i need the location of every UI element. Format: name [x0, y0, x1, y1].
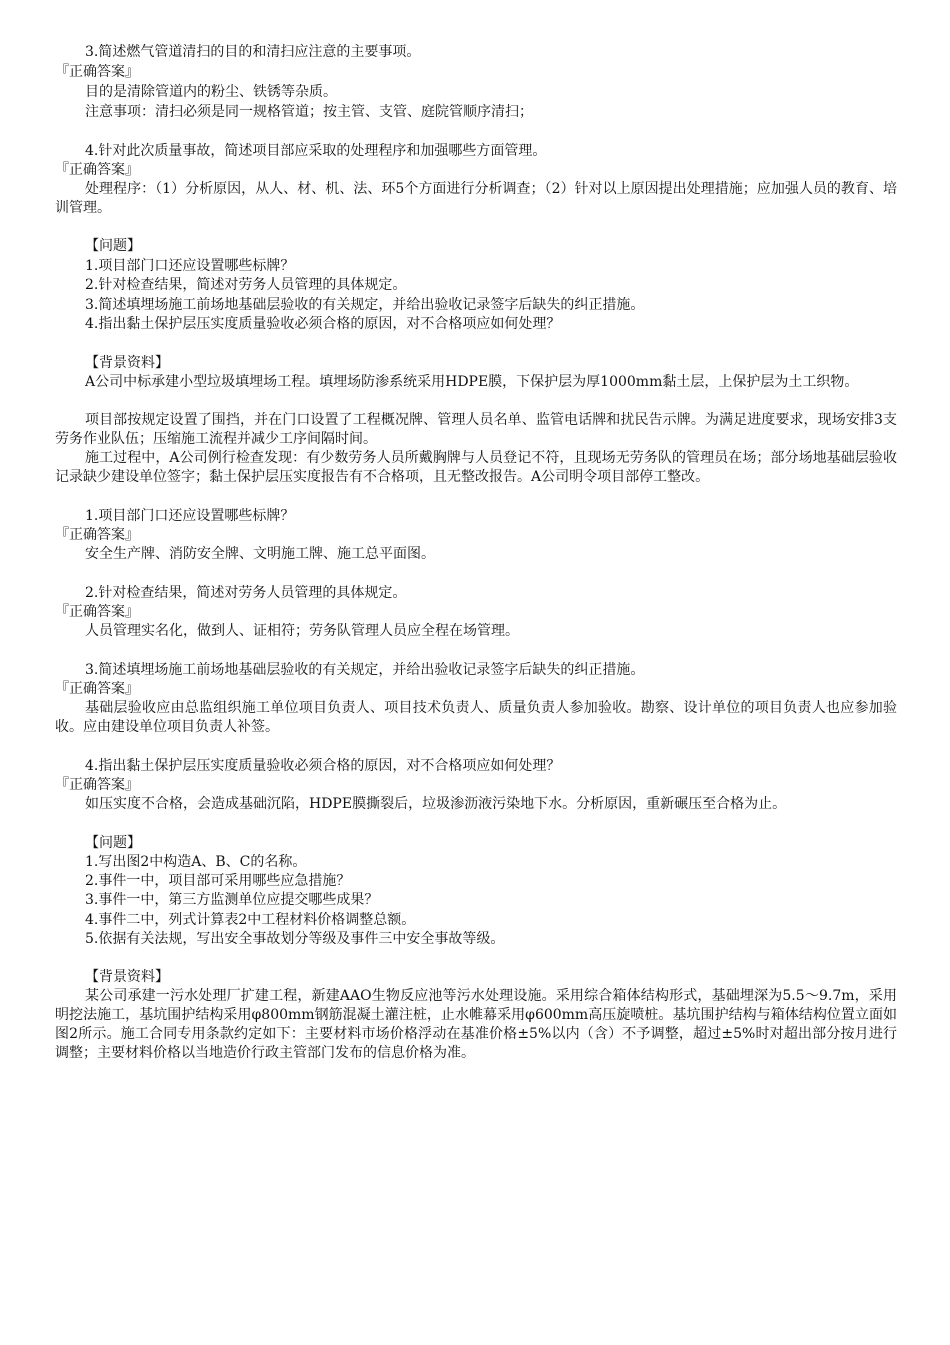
question-item: 4.指出黏土保护层压实度质量验收必须合格的原因，对不合格项应如何处理？ — [85, 758, 561, 774]
question-item: 2.针对检查结果，简述对劳务人员管理的具体规定。 — [85, 277, 407, 293]
answer-label: 『正确答案』 — [55, 604, 139, 620]
question-item: 4.事件二中，列式计算表2中工程材料价格调整总额。 — [85, 912, 416, 928]
question-item: 2.事件一中，项目部可采用哪些应急措施？ — [85, 873, 351, 889]
answer-label: 『正确答案』 — [55, 64, 139, 80]
answer-text: 安全生产牌、消防安全牌、文明施工牌、施工总平面图。 — [85, 546, 435, 562]
answer-text: 人员管理实名化，做到人、证相符；劳务队管理人员应全程在场管理。 — [85, 623, 519, 639]
question-item: 1.项目部门口还应设置哪些标牌？ — [85, 258, 295, 274]
question-3-gas-pipe: 3.简述燃气管道清扫的目的和清扫应注意的主要事项。 — [85, 44, 421, 60]
answer-label: 『正确答案』 — [55, 681, 139, 697]
question-item: 1.项目部门口还应设置哪些标牌？ — [85, 508, 295, 524]
background-paragraph: A公司中标承建小型垃圾填埋场工程。填埋场防渗系统采用HDPE膜，下保护层为厚1000mm黏土层，上保护层为土工织物。 — [85, 374, 859, 390]
background-heading: 【背景资料】 — [85, 969, 169, 985]
answer-paragraph: 处理程序：（1）分析原因，从人、材、机、法、环5个方面进行分析调查；（2）针对以上原因提出处理措施；应加强人员的教育、培训管理。 — [55, 181, 897, 216]
answer-label: 『正确答案』 — [55, 527, 139, 543]
question-item: 5.依据有关法规，写出安全事故划分等级及事件三中安全事故等级。 — [85, 931, 505, 947]
question-item: 2.针对检查结果，简述对劳务人员管理的具体规定。 — [85, 585, 407, 601]
answer-label: 『正确答案』 — [55, 777, 139, 793]
question-item: 4.指出黏土保护层压实度质量验收必须合格的原因，对不合格项应如何处理？ — [85, 316, 561, 332]
answer-text: 注意事项：清扫必须是同一规格管道；按主管、支管、庭院管顺序清扫； — [85, 104, 533, 120]
answer-label: 『正确答案』 — [55, 162, 139, 178]
question-item: 1.写出图2中构造A、B、C的名称。 — [85, 854, 307, 870]
questions-heading: 【问题】 — [85, 835, 141, 851]
answer-text: 如压实度不合格，会造成基础沉陷，HDPE膜撕裂后，垃圾渗沥液污染地下水。分析原因，重新碾压至合格为止。 — [85, 796, 787, 812]
question-item: 3.简述填埋场施工前场地基础层验收的有关规定，并给出验收记录签字后缺失的纠正措施。 — [85, 297, 645, 313]
background-paragraph: 某公司承建一污水处理厂扩建工程，新建AAO生物反应池等污水处理设施。采用综合箱体结构形式，基础埋深为5.5～9.7m，采用明挖法施工，基坑围护结构采用φ800mm钢筋混凝土灌注桩，止水帷幕采用φ600mm高压旋喷桩。基坑围护结构与箱体结构位置立面如图2所示。施工合同专用条款约定如下：主要材料市场价格浮动在基准价格±5%以内（含）不予调整，超过±5%时对超出部分按月进行调整；主要材料价格以当地造价行政主管部门发布的信息价格为准。 — [55, 988, 897, 1061]
answer-paragraph: 基础层验收应由总监组织施工单位项目负责人、项目技术负责人、质量负责人参加验收。勘察、设计单位的项目负责人也应参加验收。应由建设单位项目负责人补签。 — [55, 700, 897, 735]
question-4-quality-accident: 4.针对此次质量事故，简述项目部应采取的处理程序和加强哪些方面管理。 — [85, 143, 547, 159]
background-heading: 【背景资料】 — [85, 355, 169, 371]
answer-text: 目的是清除管道内的粉尘、铁锈等杂质。 — [85, 84, 337, 100]
question-item: 3.简述填埋场施工前场地基础层验收的有关规定，并给出验收记录签字后缺失的纠正措施。 — [85, 662, 645, 678]
background-paragraph: 项目部按规定设置了围挡，并在门口设置了工程概况牌、管理人员名单、监管电话牌和扰民告示牌。为满足进度要求，现场安排3支劳务作业队伍；压缩施工流程并减少工序间隔时间。 — [55, 412, 897, 447]
background-paragraph: 施工过程中，A公司例行检查发现：有少数劳务人员所戴胸牌与人员登记不符，且现场无劳务队的管理员在场；部分场地基础层验收记录缺少建设单位签字；黏土保护层压实度报告有不合格项，且无整改报告。A公司明令项目部停工整改。 — [55, 450, 897, 485]
question-item: 3.事件一中，第三方监测单位应提交哪些成果？ — [85, 892, 379, 908]
questions-heading: 【问题】 — [85, 238, 141, 254]
